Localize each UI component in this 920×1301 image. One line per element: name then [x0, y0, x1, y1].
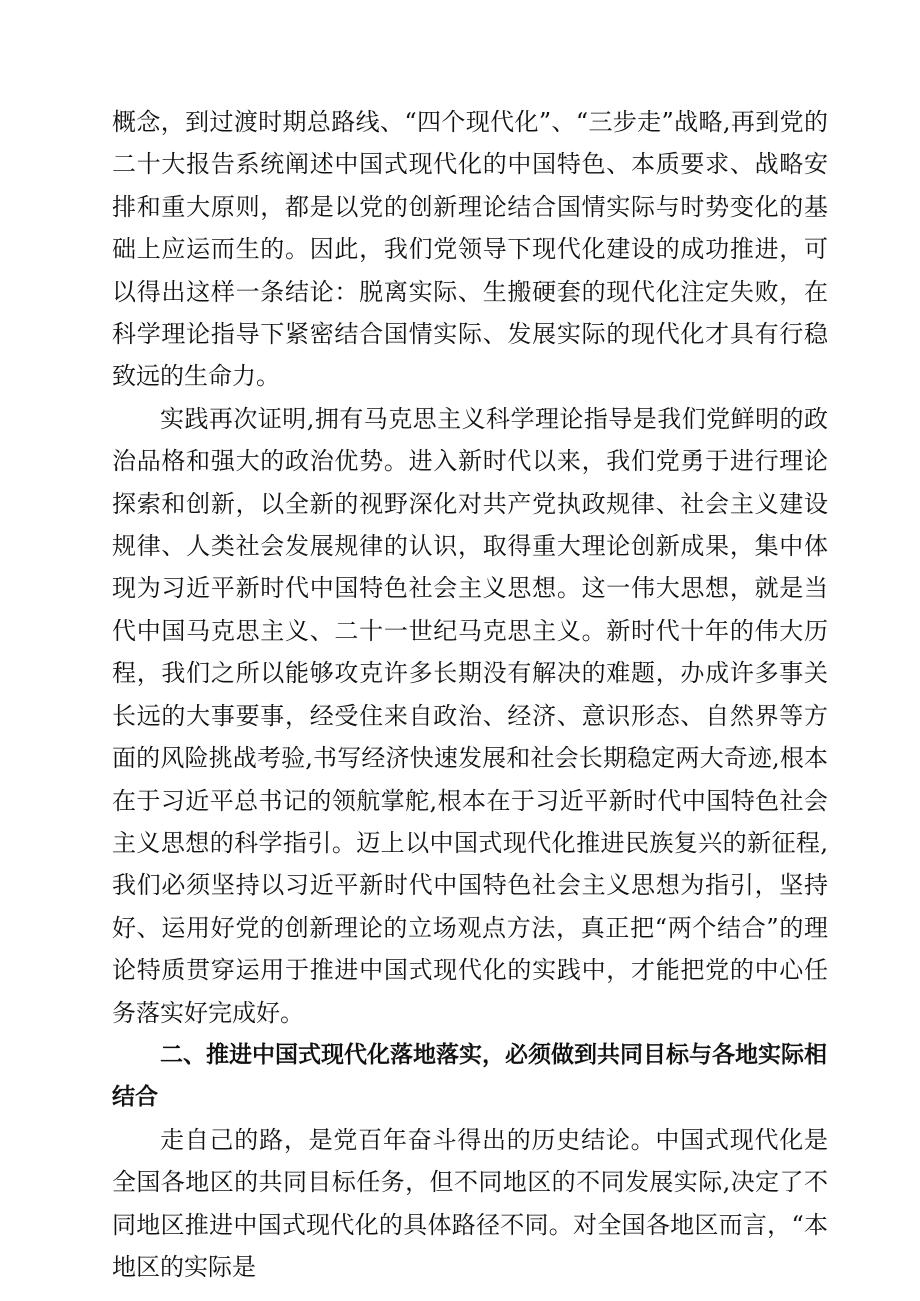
paragraph-practice-proves: 实践再次证明,拥有马克思主义科学理论指导是我们党鲜明的政治品格和强大的政治优势。进入新时代以来，我们党勇于进行理论探索和创新，以全新的视野深化对共产党执政规律、社会主义建设规律、人类社会发展规律的认识，取得重大理论创新成果，集中体现为习近平新时代中国特色社会主义思想。这一伟大思想，就是当代中国马克思主义、二十一世纪马克思主义。新时代十年的伟大历程，我们之所以能够攻克许多长期没有解决的难题，办成许多事关长远的大事要事，经受住来自政治、经济、意识形态、自然界等方面的风险挑战考验,书写经济快速发展和社会长期稳定两大奇迹,根本在于习近平总书记的领航掌舵,根本在于习近平新时代中国特色社会主义思想的科学指引。迈上以中国式现代化推进民族复兴的新征程,我们必须坚持以习近平新时代中国特色社会主义思想为指引，坚持好、运用好党的创新理论的立场观点方法，真正把“两个结合”的理论特质贯穿运用于推进中国式现代化的实践中，才能把党的中心任务落实好完成好。	[112, 404, 828, 1027]
paragraph-own-path: 走自己的路，是党百年奋斗得出的历史结论。中国式现代化是全国各地区的共同目标任务，但不同地区的不同发展实际,决定了不同地区推进中国式现代化的具体路径不同。对全国各地区而言，“本地区的实际是	[112, 1125, 828, 1281]
document-page	[112, 101, 828, 1288]
paragraph-continuation: 概念，到过渡时期总路线、“四个现代化”、“三步走”战略,再到党的二十大报告系统阐述中国式现代化的中国特色、本质要求、战略安排和重大原则，都是以党的创新理论结合国情实际与时势变化的基础上应运而生的。因此，我们党领导下现代化建设的成功推进，可以得出这样一条结论：脱离实际、生搬硬套的现代化注定失败，在科学理论指导下紧密结合国情实际、发展实际的现代化才具有行稳致远的生命力。	[112, 108, 828, 391]
section-heading-two: 二、推进中国式现代化落地落实，必须做到共同目标与各地实际相结合	[112, 1041, 827, 1111]
